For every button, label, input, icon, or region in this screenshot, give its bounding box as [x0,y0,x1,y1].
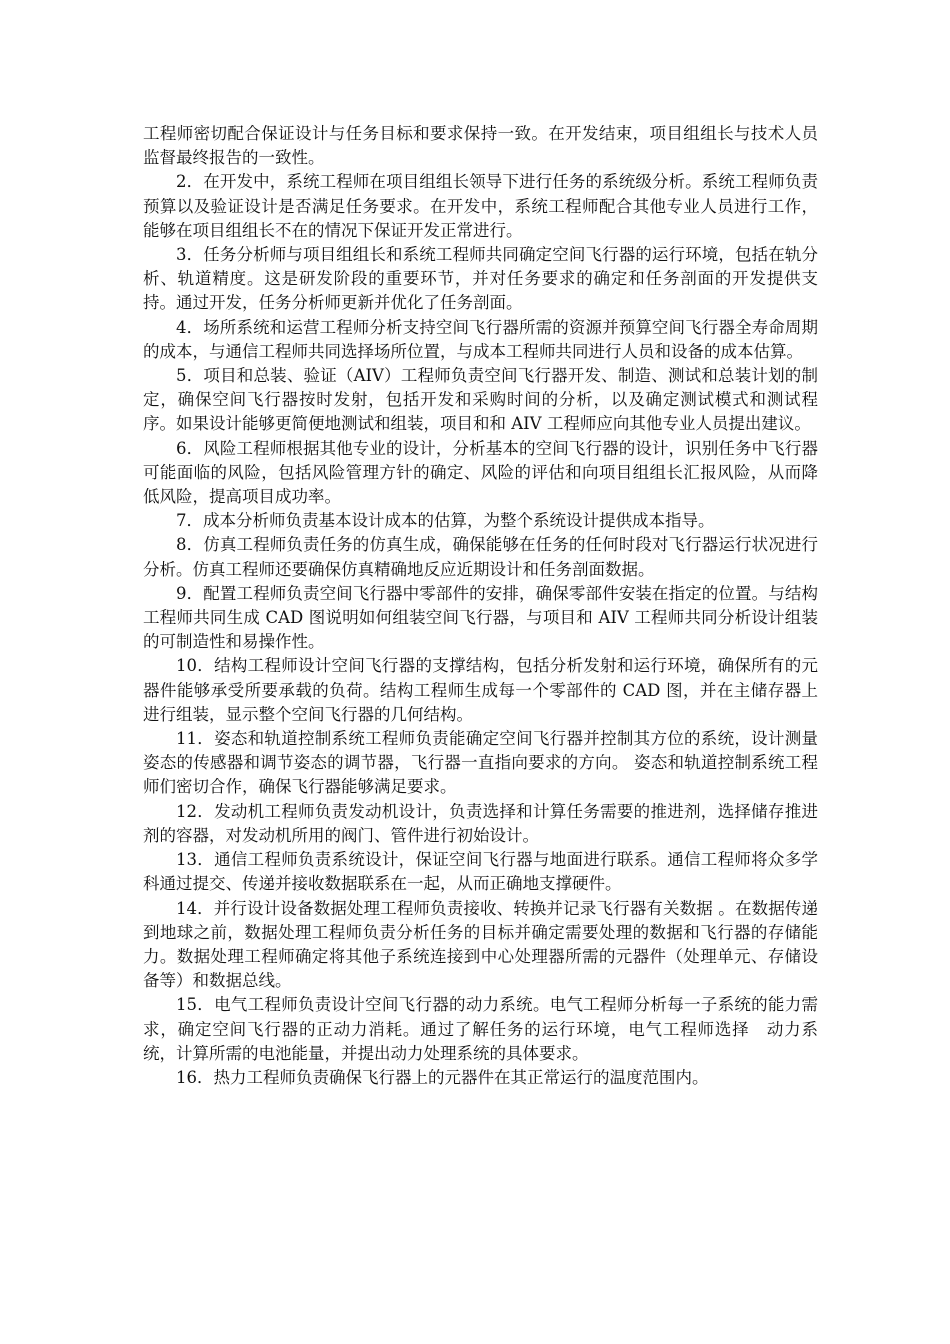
paragraph-item-12: 12．发动机工程师负责发动机设计，负责选择和计算任务需要的推进剂，选择储存推进剂的容器，对发动机所用的阀门、管件进行初始设计。 [143,801,818,845]
paragraph-item-11: 11．姿态和轨道控制系统工程师负责能确定空间飞行器并控制其方位的系统，设计测量姿态的传感器和调节姿态的调节器，飞行器一直指向要求的方向。 姿态和轨道控制系统工程师们密切合作，确保飞行器能够满足要求。 [143,729,818,797]
paragraph-item-7: 7．成本分析师负责基本设计成本的估算，为整个系统设计提供成本指导。 [176,511,715,531]
paragraph-item-4: 4．场所系统和运营工程师分析支持空间飞行器所需的资源并预算空间飞行器全寿命周期的成本，与通信工程师共同选择场所位置，与成本工程师共同进行人员和设备的成本估算。 [143,317,818,361]
paragraph-item-10: 10．结构工程师设计空间飞行器的支撑结构，包括分析发射和运行环境，确保所有的元器件能够承受所要承载的负荷。结构工程师生成每一个零部件的 CAD 图，并在主储存器上进行组装，显示整个空间飞行器的几何结构。 [143,656,818,724]
document-page [143,122,818,1090]
paragraph-item-6: 6．风险工程师根据其他专业的设计，分析基本的空间飞行器的设计，识别任务中飞行器可能面临的风险，包括风险管理方针的确定、风险的评估和向项目组组长汇报风险，从而降低风险，提高项目成功率。 [143,438,818,507]
paragraph-item-13: 13．通信工程师负责系统设计，保证空间飞行器与地面进行联系。通信工程师将众多学科通过提交、传递并接收数据联系在一起，从而正确地支撑硬件。 [143,850,818,894]
paragraph-item-16: 16．热力工程师负责确保飞行器上的元器件在其正常运行的温度范围内。 [176,1067,709,1087]
paragraph-item-8: 8．仿真工程师负责任务的仿真生成，确保能够在任务的任何时段对飞行器运行状况进行分析。仿真工程师还要确保仿真精确地反应近期设计和任务剖面数据。 [143,535,818,579]
paragraph-item-5: 5．项目和总装、验证（AIV）工程师负责空间飞行器开发、制造、测试和总装计划的制定，确保空间飞行器按时发射，包括开发和采购时间的分析，以及确定测试模式和测试程序。如果设计能够更简便地测试和组装，项目和和 AIV 工程师应向其他专业人员提出建议。 [143,366,818,434]
paragraph-continuation: 工程师密切配合保证设计与任务目标和要求保持一致。在开发结束，项目组组长与技术人员监督最终报告的一致性。 [143,124,818,168]
paragraph-item-9: 9．配置工程师负责空间飞行器中零部件的安排，确保零部件安装在指定的位置。与结构工程师共同生成 CAD 图说明如何组装空间飞行器，与项目和 AIV 工程师共同分析设计组装的可制造性和易操作性。 [143,583,818,652]
paragraph-item-2: 2．在开发中，系统工程师在项目组组长领导下进行任务的系统级分析。系统工程师负责预算以及验证设计是否满足任务要求。在开发中，系统工程师配合其他专业人员进行工作，能够在项目组组长不在的情况下保证开发正常进行。 [143,172,818,240]
paragraph-item-14: 14．并行设计设备数据处理工程师负责接收、转换并记录飞行器有关数据 。在数据传递到地球之前，数据处理工程师负责分析任务的目标并确定需要处理的数据和飞行器的存储能力。数据处理工程师确定将其他子系统连接到中心处理器所需的元器件（处理单元、存储设备等）和数据总线。 [143,898,818,991]
paragraph-item-15: 15．电气工程师负责设计空间飞行器的动力系统。电气工程师分析每一子系统的能力需求，确定空间飞行器的正动力消耗。通过了解任务的运行环境，电气工程师选择 动力系统，计算所需的电池能量，并提出动力处理系统的具体要求。 [143,995,818,1063]
paragraph-item-3: 3．任务分析师与项目组组长和系统工程师共同确定空间飞行器的运行环境，包括在轨分析、轨道精度。这是研发阶段的重要环节，并对任务要求的确定和任务剖面的开发提供支持。通过开发，任务分析师更新并优化了任务剖面。 [143,245,818,313]
